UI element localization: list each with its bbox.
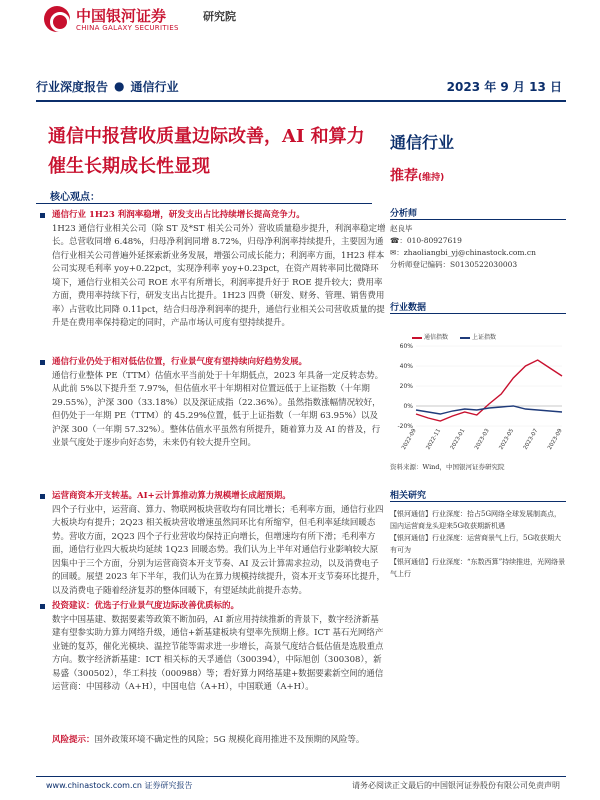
y-tick-label: 60% <box>399 343 413 350</box>
body-section-1 <box>52 209 386 331</box>
y-tick-label: 20% <box>399 383 413 390</box>
sidebar-rating <box>390 165 444 185</box>
section-heading: 通信行业仍处于相对低估位置，行业景气度有望持续向好趋势发展。 <box>52 356 386 370</box>
footer-left <box>46 780 193 791</box>
risk-text: 国外政策环境不确定性的风险；5G 规模化商用推进不及预期的风险等。 <box>94 735 365 745</box>
footer-license: 证券研究报告 <box>144 781 193 790</box>
market-heading: 行业数据 <box>390 303 427 313</box>
industry-label: 通信行业 <box>130 79 179 94</box>
section-heading: 通信行业 1H23 利润率稳增，研发支出占比持续增长提高竞争力。 <box>52 209 386 223</box>
footer-divider <box>36 776 566 777</box>
risk-heading: 风险提示： <box>52 735 95 745</box>
related-list <box>390 508 568 580</box>
related-item[interactable]: 【银河通信】行业深度：运营商景气上行，5G收获期大有可为 <box>390 534 562 554</box>
y-tick-label: 0% <box>403 403 413 410</box>
logo-cn: 中国银河证券 <box>76 7 167 25</box>
analyst-name: 赵良毕 <box>390 224 413 233</box>
body-section-3 <box>52 490 386 598</box>
body-section-5 <box>52 734 386 748</box>
x-tick-label: 2023-07 <box>522 428 540 451</box>
section-heading: 投资建议：优选子行业景气度边际改善优质标的。 <box>52 600 386 614</box>
bullet-dot-icon: ● <box>114 79 125 93</box>
index-chart <box>392 330 568 456</box>
related-item[interactable]: 【银河通信】行业深度：拾占5G网络全球发展制高点，国内运营商龙头迎来5G收获期新机遇 <box>390 510 562 530</box>
report-date: 2023 年 9 月 13 日 <box>446 79 562 94</box>
analyst-divider <box>390 219 566 220</box>
x-tick-label: 2023-03 <box>474 428 491 451</box>
chart-svg <box>392 330 568 456</box>
analyst-email[interactable]: ✉：zhaoliangbi_yj@chinastock.com.cn <box>390 248 536 257</box>
x-tick-label: 2022-09 <box>401 428 418 451</box>
footer-website[interactable]: www.chinastock.com.cn <box>46 781 142 790</box>
related-item[interactable]: 【银河通信】行业深度：“东数西算”持续推进，光网络景气上行 <box>390 558 566 578</box>
chart-legend <box>412 332 496 341</box>
analyst-cert: 分析师登记编码：S0130522030003 <box>390 260 518 269</box>
institute-label: 研究院 <box>203 10 236 23</box>
report-title: 通信中报营收质量边际改善，AI 和算力催生长期成长性显现 <box>48 126 365 177</box>
section-text: 通信行业整体 PE（TTM）估值水平当前处于十年期低点，2023 年具备一定反转态势。从此前 5%以下提升至 7.97%，但估值水平十年期相对位置远低于上证指数（十年期 29.55%），沪深 300（33.18%）以及深证成指（22.36%）。虽然指数涨幅情况较好，但仍处于一年期 PE（TTM）的 45.29%位置，低于上证指数（一年期 63.95%）以及沪深 300（一年期 57.32%）。整体估值水平虽然有所提升，随着算力及 AI 的普及，行业景气度处于逐步向好态势，未来仍有较大提升空间。 <box>52 370 384 448</box>
section-text: 1H23 通信行业相关公司（除 ST 及*ST 相关公司外）营收质量稳步提升，利润率稳定增长。总营收同增 6.48%，归母净利润同增 8.72%，归母净利润率持续提升，主要因为通信行业相关公司普遍外延探索新业务发展，增强公司成长能力；利润率方面，1H23 样本公司实现毛利率 yoy+0.22pct，实现净利率 yoy+0.23pct，在资产周转率同比微降环境下，通信行业相关公司 ROE 水平有所增长，利润率提升好于 ROE 提升较大；费用率方面，费用率持续下行，研发支出占比提升。1H23 四费（研发、财务、管理、销售费用率）占营收比同降 0.11pct，结合归母净利润率的提升，通信行业相关公司营收质量的提升是在费用率保持稳定的同时，产品市场认可度有望持续提升。 <box>52 223 386 328</box>
market-divider <box>390 313 566 314</box>
body-section-4 <box>52 600 386 695</box>
x-tick-label: 2023-05 <box>498 428 516 451</box>
legend-telecom: 通信指数 <box>412 332 448 341</box>
y-tick-label: 40% <box>399 363 413 370</box>
report-type: 行业深度报告 <box>36 79 109 94</box>
analyst-phone: ☎：010-80927619 <box>390 236 462 245</box>
x-tick-label: 2023-01 <box>449 428 467 451</box>
series-line-telecom <box>416 360 562 421</box>
x-tick-label: 2022-11 <box>425 428 443 451</box>
related-divider <box>390 501 566 502</box>
series-line-shanghai <box>416 406 562 414</box>
key-points-divider <box>36 203 372 204</box>
related-heading: 相关研究 <box>390 491 427 501</box>
banner-divider <box>36 100 566 102</box>
report-header <box>0 0 600 40</box>
risk-line <box>52 734 386 748</box>
section-text: 数字中国基建、数据要素等政策不断加码，AI 新应用持续推新的背景下，数字经济新基建有望参实助力算力网络升级，通信+新基建板块有望率先预期上修。ICT 基石光网络产业链的复苏，催化光模块、温控节能等需求进一步增长，高景气度结合低估值是选股重点方向。数字经济新基建：ICT 相关标的天孚通信（300394），中际旭创（300308），新易盛（300502），华工科技（000988）等；看好算力网络基建+数据要素新空间的通信运营商：中国移动（A+H），中国电信（A+H），中国联通（A+H）。 <box>52 614 384 692</box>
y-tick-label: -20% <box>397 423 413 430</box>
footer-disclaimer: 请务必阅读正文最后的中国银河证券股份有限公司免责声明 <box>352 781 560 790</box>
section-heading: 运营商资本开支转基。AI+云计算推动算力规模增长成超预期。 <box>52 490 386 504</box>
legend-shanghai: 上证指数 <box>460 332 496 341</box>
analyst-info <box>390 223 566 271</box>
sidebar-industry: 通信行业 <box>390 133 455 152</box>
logo-en: CHINA GALAXY SECURITIES <box>76 24 179 32</box>
x-tick-label: 2023-09 <box>547 428 564 451</box>
chart-source: 资料来源：Wind，中国银河证券研究院 <box>390 463 505 471</box>
rating-note: (维持) <box>418 173 445 183</box>
body-section-2 <box>52 356 386 451</box>
galaxy-logo-icon <box>44 6 70 32</box>
analyst-heading: 分析师 <box>390 209 418 219</box>
report-banner <box>36 72 566 100</box>
section-text: 四个子行业中，运营商、算力、物联网板块营收均有同比增长；毛利率方面，通信行业四大板块均有提升；2Q23 相关板块营收增速虽然同环比有所缩窄，但毛利率延续回暖态势。营收方面，2Q23 四个子行业营收均保持正向增长，但增速均有所下滑；毛利率方面，通信行业四大板块均延续 1Q23 回暖态势。我们认为上半年对通信行业影响较大原因集中于三个方面，分别为运营商资本开支节奏、AI 及云计算需求拉动，以及消费电子的回暖。展望 2023 年下半年，我们认为在算力规模持续提升，资本开支节奏环比提升，以及消费电子随着经济复苏的整体回暖下，有望延续此前提升态势。 <box>52 504 386 596</box>
rating-value: 推荐 <box>390 168 418 184</box>
key-points-heading: 核心观点： <box>50 192 100 203</box>
